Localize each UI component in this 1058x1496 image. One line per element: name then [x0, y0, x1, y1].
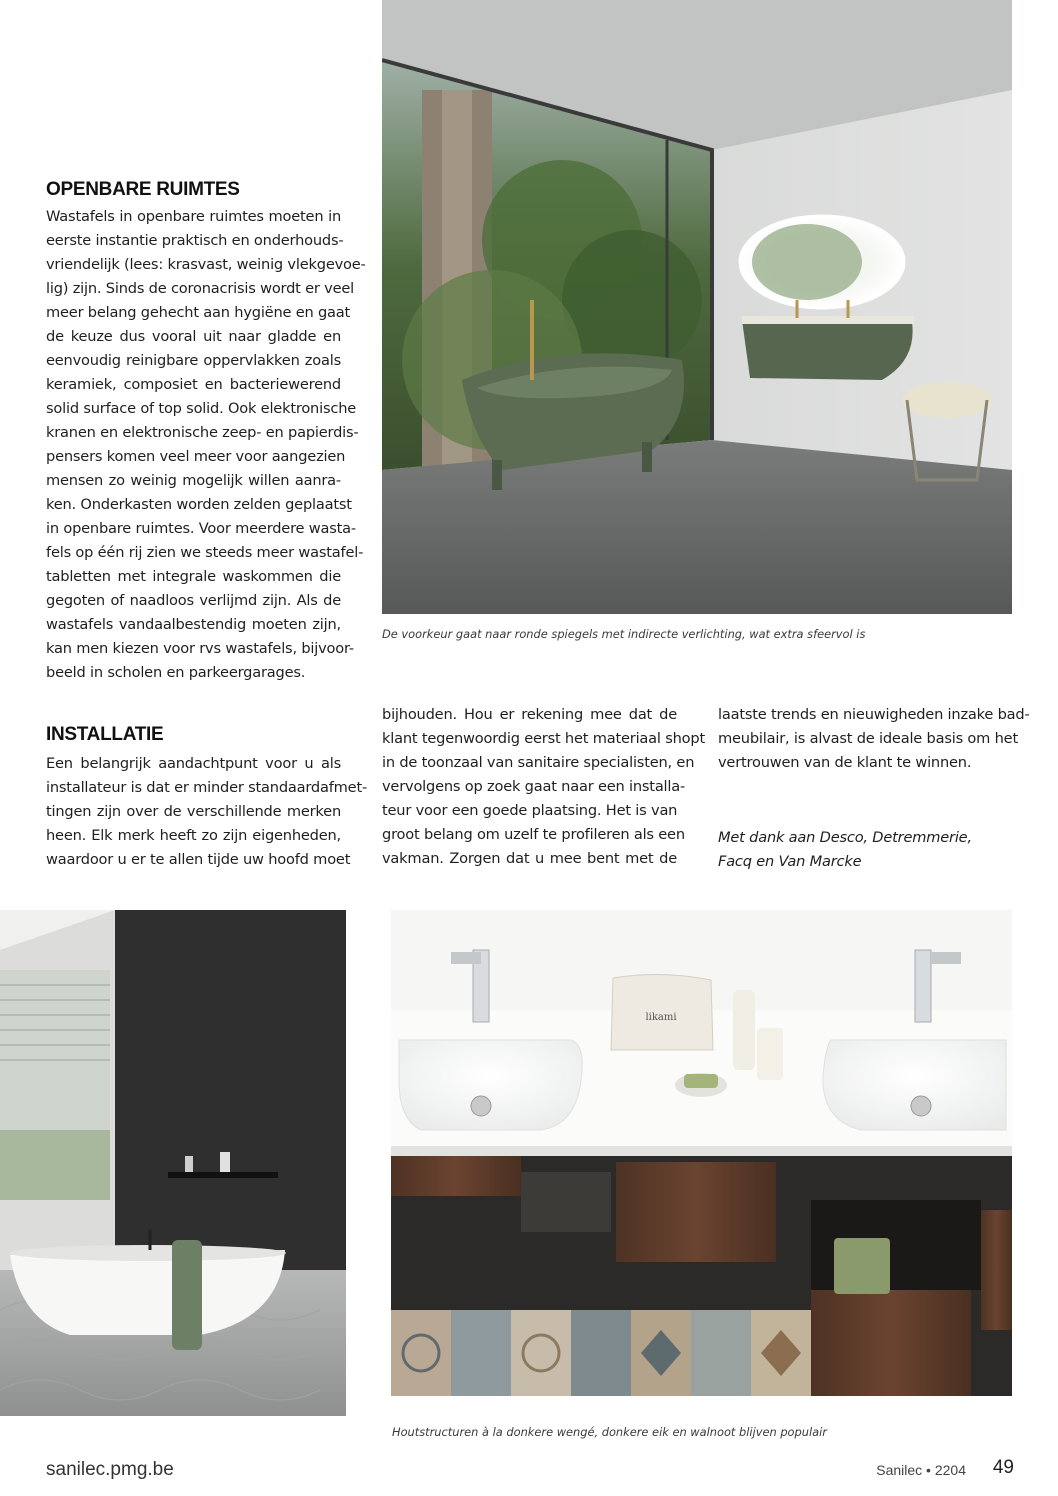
footer-website-url[interactable]: sanilec.pmg.be [46, 1459, 174, 1480]
photo-bathroom-green-tub [382, 0, 1012, 614]
product-label-text: likami [645, 1012, 677, 1023]
acknowledgement: Met dank aan Desco, Detremmerie, Facq en Van Marcke [718, 829, 972, 870]
column-two-text: bijhouden. Hou er rekening mee dat de klant tegenwoordig eerst het materiaal shopt in de toonzaal van sanitaire specialisten, en vervolgens op zoek gaat naar een installa- teur voor een goede plaatsing. Het is van groot belang om uzelf te profileren als een vakman. Zorgen dat u mee bent met de [382, 706, 705, 867]
caption-top-photo: De voorkeur gaat naar ronde spiegels met indirecte verlichting, wat extra sfeervol is [382, 627, 866, 641]
section-body-openbare-ruimtes: Wastafels in openbare ruimtes moeten in eerste instantie praktisch en onderhouds- vriendelijk (lees: krasvast, weinig vlekgevoe- lig) zijn. Sinds de coronacrisis wordt er veel meer belang gehecht aan hygiëne en gaat de keuze dus vooral uit naar gladde en eenvoudig reinigbare oppervlakken zoals keramiek, composiet en bacteriewerend solid surface of top solid. Ook elektronische kranen en elektronische zeep- en papierdis- pensers komen veel meer voor aangezien mensen zo weinig mogelijk willen aanra- ken. Onderkasten worden zelden geplaatst in openbare ruimtes. Voor meerdere wasta- fels op één rij zien we steeds meer wastafel- tabletten met integrale waskommen die gegoten of naadloos verlijmd zijn. Als de wastafels vandaalbestendig moeten zijn, kan men kiezen voor rvs wastafels, bijvoor- beeld in scholen en parkeergarages. [46, 208, 366, 681]
photo-double-vanity [391, 910, 1012, 1396]
section-body-installatie: Een belangrijk aandachtpunt voor u als installateur is dat er minder standaardafmet- tingen zijn over de verschillende merken heen. Elk merk heeft zo zijn eigenheden, waardoor u er te allen tijde uw hoofd moet [46, 755, 368, 868]
footer-magazine-issue: Sanilec • 2204 [876, 1462, 966, 1478]
section-heading-openbare-ruimtes: OPENBARE RUIMTES [46, 179, 240, 200]
column-three-text: laatste trends en nieuwigheden inzake bad- meubilair, is alvast de ideale basis om het vertrouwen van de klant te winnen. [718, 706, 1030, 771]
footer-page-number: 49 [992, 1457, 1014, 1478]
photo-bathroom-white-tub [0, 910, 346, 1416]
caption-bottom-photo: Houtstructuren à la donkere wengé, donkere eik en walnoot blijven populair [392, 1425, 827, 1439]
section-heading-installatie: INSTALLATIE [46, 724, 164, 745]
